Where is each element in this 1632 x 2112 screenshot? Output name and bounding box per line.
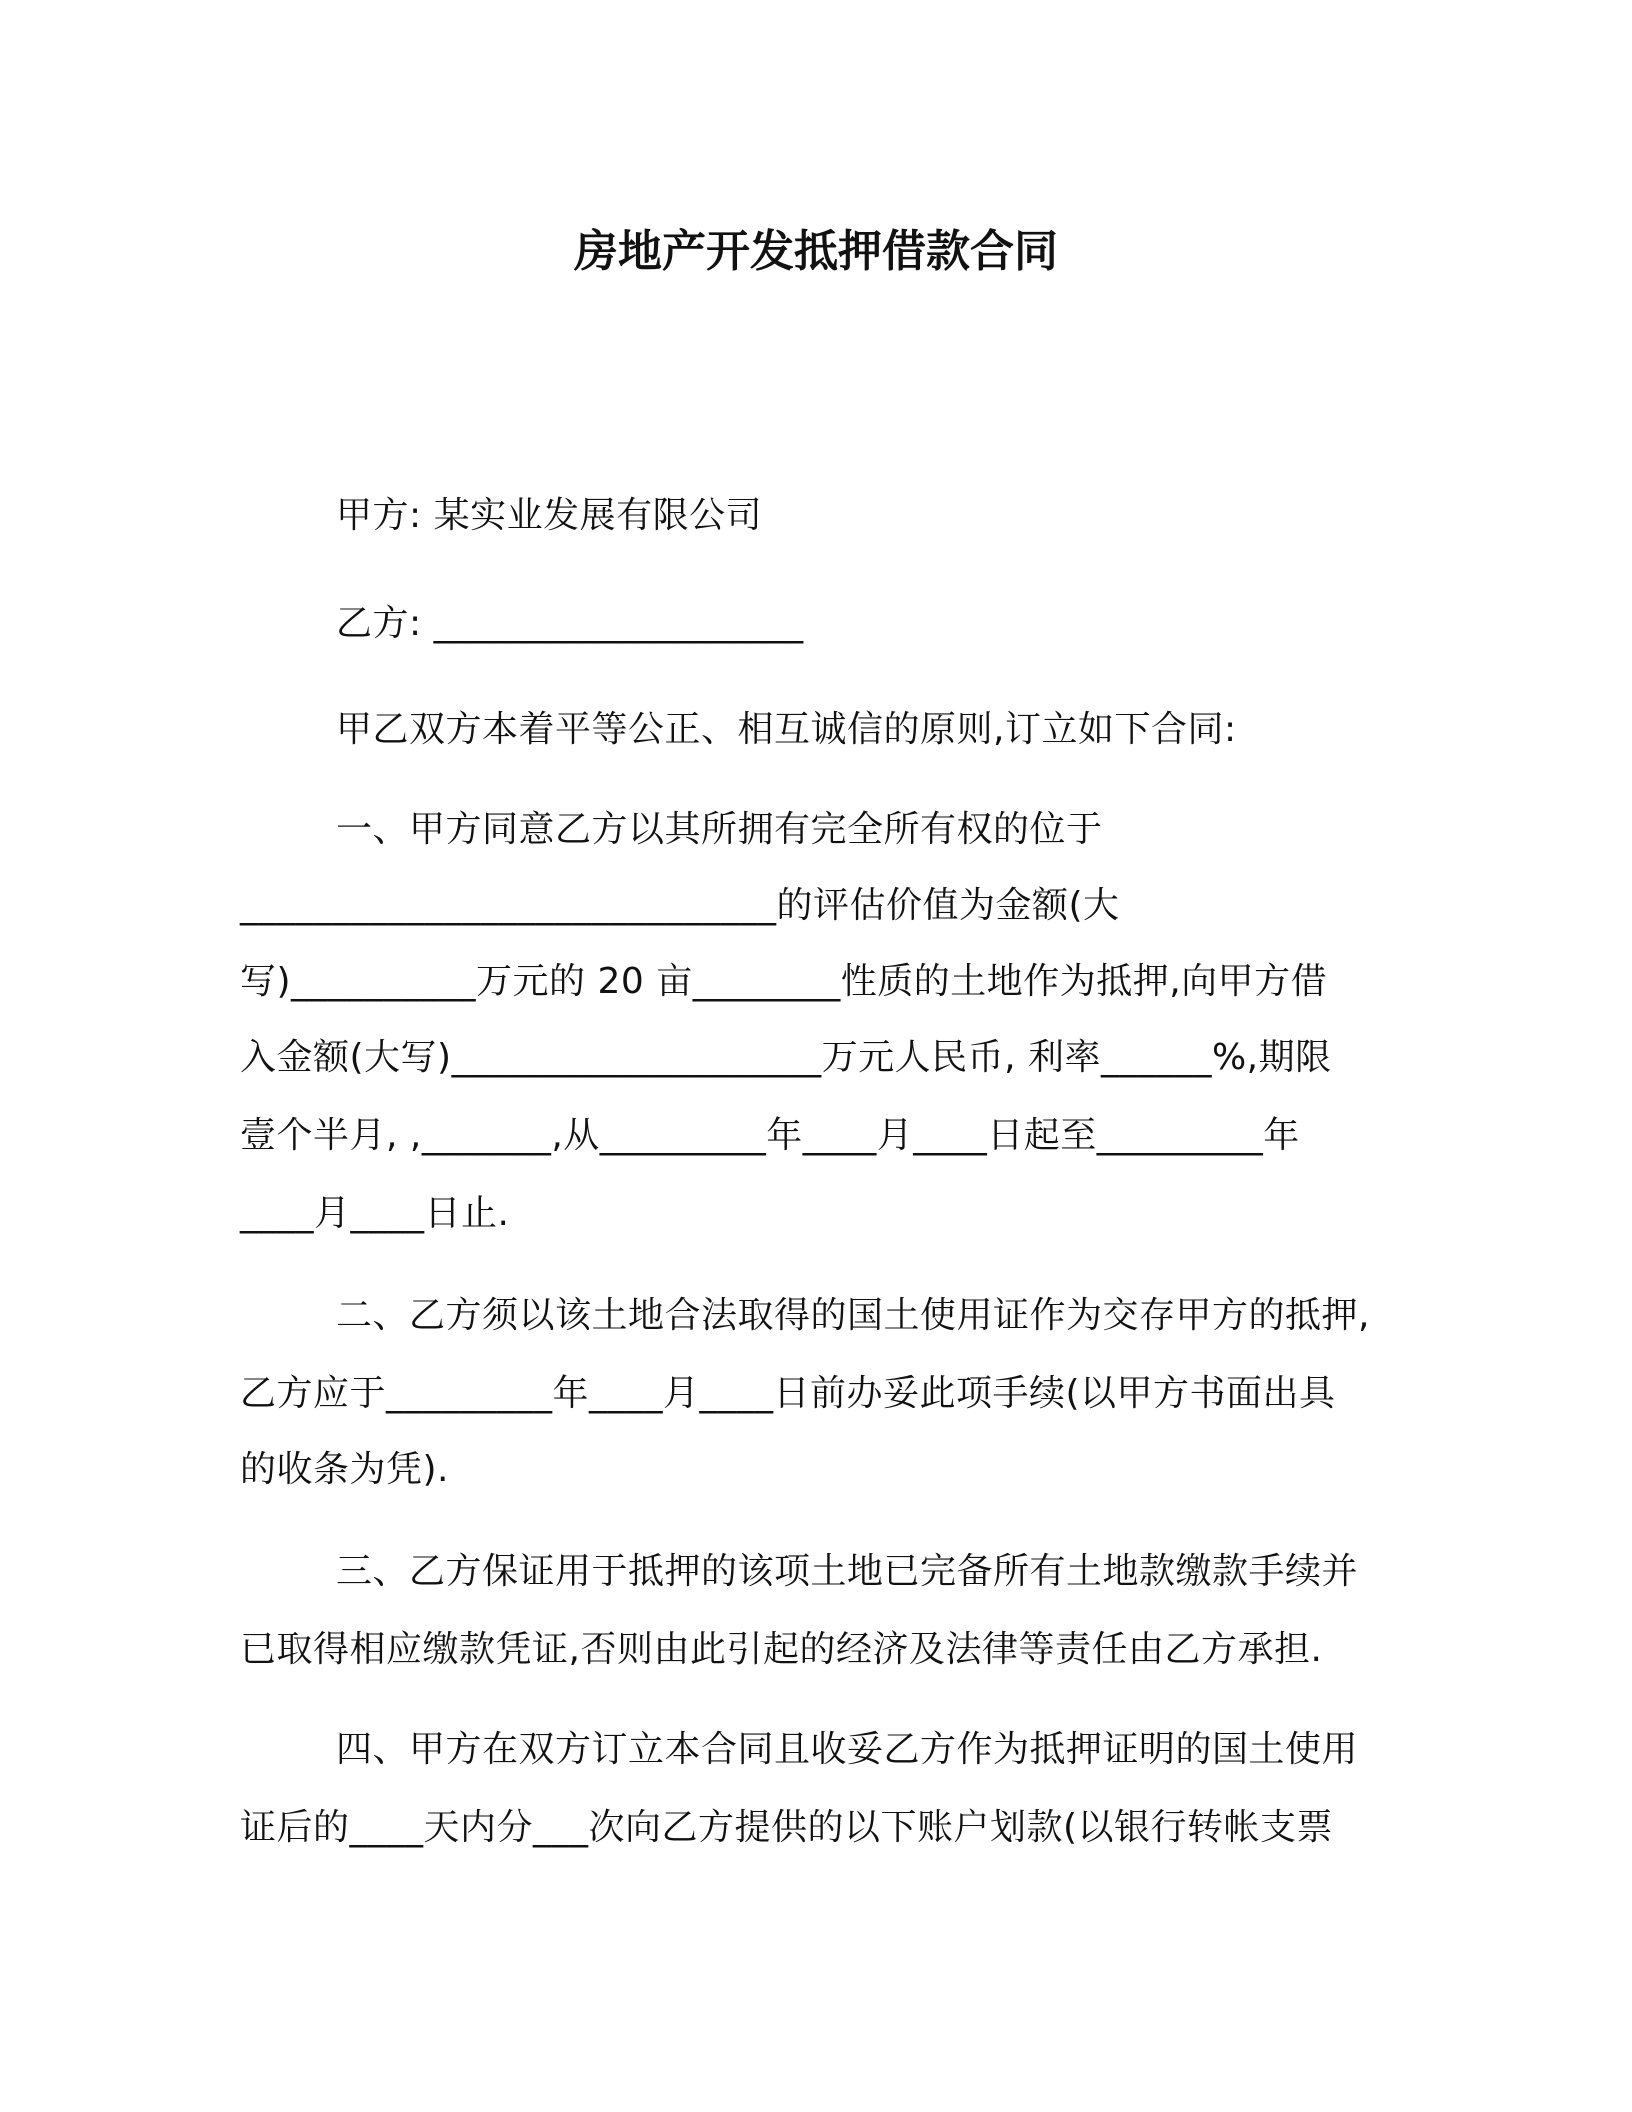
clause-1-line-1: 一、甲方同意乙方以其所拥有完全所有权的位于 (336, 809, 1103, 850)
clause-1-line-3: 写)__________万元的 20 亩________性质的土地作为抵押,向甲方借 (240, 961, 1328, 1002)
clause-4-line-1: 四、甲方在双方订立本合同且收妥乙方作为抵押证明的国土使用 (336, 1729, 1359, 1770)
clause-1-line-4: 入金额(大写)____________________万元人民币, 利率______%,期限 (240, 1037, 1332, 1078)
party-a-line: 甲方: 某实业发展有限公司 (336, 495, 763, 536)
clause-4-line-2: 证后的____天内分___次向乙方提供的以下账户划款(以银行转帐支票 (240, 1807, 1334, 1848)
clause-3-line-2: 已取得相应缴款凭证,否则由此引起的经济及法律等责任由乙方承担. (240, 1629, 1323, 1670)
clause-1-line-5: 壹个半月, ,_______,从_________年____月____日起至_________年 (240, 1115, 1300, 1156)
document-title: 房地产开发抵押借款合同 (574, 226, 1058, 277)
clause-3-line-1: 三、乙方保证用于抵押的该项土地已完备所有土地款缴款手续并 (336, 1551, 1359, 1592)
clause-1-line-6: ____月____日止. (240, 1193, 510, 1234)
clause-1-line-2: _____________________________的评估价值为金额(大 (240, 885, 1120, 926)
party-b-line: 乙方: ____________________ (336, 603, 804, 644)
clause-2-line-1: 二、乙方须以该土地合法取得的国土使用证作为交存甲方的抵押, (336, 1295, 1370, 1336)
clause-2-line-3: 的收条为凭). (240, 1449, 449, 1490)
clause-2-line-2: 乙方应于_________年____月____日前办妥此项手续(以甲方书面出具 (240, 1373, 1336, 1414)
preamble-line: 甲乙双方本着平等公正、相互诚信的原则,订立如下合同: (336, 709, 1237, 750)
